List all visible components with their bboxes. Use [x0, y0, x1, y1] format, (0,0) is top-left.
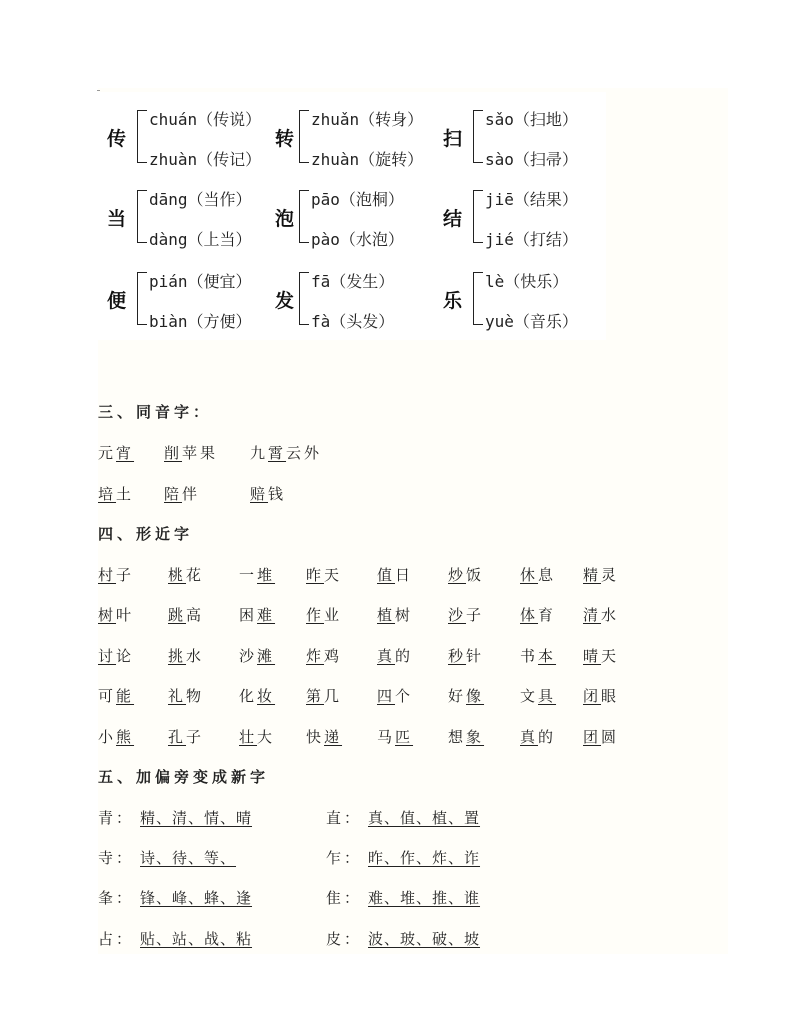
pinyin-line: [485, 106, 578, 134]
plain-char: 困: [239, 606, 258, 624]
plain-char: 个: [395, 687, 414, 705]
bracket-icon: [299, 190, 309, 243]
word-item: [168, 564, 204, 585]
plain-char: 天: [324, 566, 343, 584]
plain-char: 天: [601, 647, 620, 665]
word-item: [583, 685, 619, 706]
polyphone-group: [107, 100, 267, 180]
radical-answer: 真、值、植、置: [368, 809, 481, 827]
underlined-char: 削: [164, 444, 183, 462]
plain-char: 一: [239, 566, 258, 584]
word-item: [448, 564, 484, 585]
radical-row: [98, 887, 658, 911]
pinyin-text: pián: [149, 272, 188, 291]
example-word: （扫地）: [513, 110, 578, 129]
pinyin-text: pāo: [311, 190, 340, 209]
plain-char: 伴: [182, 485, 201, 503]
pinyin-line: [485, 146, 578, 174]
plain-char: 业: [324, 606, 343, 624]
example-word: （结果）: [513, 190, 578, 209]
word-item: [250, 483, 286, 504]
radical-key: 占：: [98, 930, 135, 948]
pinyin-line: [149, 186, 252, 214]
underlined-char: 炒: [448, 566, 467, 584]
pinyin-text: fà: [311, 312, 331, 331]
plain-char: 眼: [601, 687, 620, 705]
underlined-char: 晴: [583, 647, 602, 665]
word-item: [168, 645, 204, 666]
example-word: （快乐）: [504, 272, 569, 291]
pinyin-text: lè: [485, 272, 505, 291]
plain-char: 钱: [268, 485, 287, 503]
plain-char: 高: [186, 606, 205, 624]
underlined-char: 本: [538, 647, 557, 665]
polyphone-char: 结: [443, 208, 463, 230]
word-item: [377, 726, 413, 747]
radical-row: [98, 928, 658, 952]
pinyin-line: [311, 186, 404, 214]
word-item: [583, 604, 619, 625]
plain-char: 元: [98, 444, 117, 462]
pinyin-text: sào: [485, 150, 514, 169]
underlined-char: 堆: [257, 566, 276, 584]
pinyin-line: [485, 308, 578, 336]
underlined-char: 孔: [168, 728, 187, 746]
pinyin-text: jiē: [485, 190, 514, 209]
bracket-icon: [473, 190, 483, 243]
underlined-char: 宵: [116, 444, 135, 462]
plain-char: 水: [601, 606, 620, 624]
polyphone-char: 转: [275, 128, 295, 150]
word-row: [98, 685, 658, 709]
word-item: [520, 645, 556, 666]
underlined-char: 真: [520, 728, 539, 746]
plain-char: 大: [257, 728, 276, 746]
word-item: [98, 564, 134, 585]
plain-char: 物: [186, 687, 205, 705]
word-item: [239, 564, 275, 585]
plain-char: 子: [466, 606, 485, 624]
polyphone-group: [107, 262, 267, 342]
radical-answer: 波、玻、破、坡: [368, 930, 481, 948]
word-item: [250, 442, 322, 463]
underlined-char: 闭: [583, 687, 602, 705]
word-item: [306, 564, 342, 585]
word-item: [448, 726, 484, 747]
polyphone-group: [275, 180, 435, 260]
underlined-char: 昨: [306, 566, 325, 584]
pinyin-text: zhuǎn: [311, 110, 360, 129]
word-item: [306, 604, 342, 625]
plain-char: 苹果: [182, 444, 219, 462]
underlined-char: 具: [538, 687, 557, 705]
section-4-title: 四、形近字: [98, 525, 194, 543]
word-item: [520, 604, 556, 625]
underlined-char: 象: [466, 728, 485, 746]
underlined-char: 村: [98, 566, 117, 584]
example-word: （音乐）: [513, 312, 578, 331]
pinyin-text: jié: [485, 230, 514, 249]
underlined-char: 霄: [268, 444, 287, 462]
word-item: [583, 645, 619, 666]
word-item: [239, 685, 275, 706]
underlined-char: 沙: [448, 606, 467, 624]
section-5-title: 五、加偏旁变成新字: [98, 768, 270, 786]
word-row: [98, 726, 658, 750]
underlined-char: 讨: [98, 647, 117, 665]
underlined-char: 炸: [306, 647, 325, 665]
pinyin-text: fā: [311, 272, 331, 291]
word-item: [98, 645, 134, 666]
pinyin-text: dāng: [149, 190, 188, 209]
bracket-icon: [473, 110, 483, 163]
underlined-char: 赔: [250, 485, 269, 503]
word-item: [583, 726, 619, 747]
polyphone-group: [443, 262, 603, 342]
pinyin-line: [311, 308, 394, 336]
bracket-icon: [299, 110, 309, 163]
plain-char: 好: [448, 687, 467, 705]
plain-char: 子: [116, 566, 135, 584]
word-item: [164, 483, 200, 504]
example-word: （上当）: [187, 230, 252, 249]
plain-char: 鸡: [324, 647, 343, 665]
underlined-char: 培: [98, 485, 117, 503]
pinyin-text: chuán: [149, 110, 198, 129]
word-item: [164, 442, 218, 463]
word-item: [583, 564, 619, 585]
radical-key: 乍：: [326, 849, 363, 867]
plain-char: 化: [239, 687, 258, 705]
word-item: [98, 685, 134, 706]
radical-key: 皮：: [326, 930, 363, 948]
plain-char: 文: [520, 687, 539, 705]
underlined-char: 妆: [257, 687, 276, 705]
example-word: （水泡）: [339, 230, 404, 249]
polyphone-char: 扫: [443, 128, 463, 150]
plain-char: 九: [250, 444, 269, 462]
underlined-char: 作: [306, 606, 325, 624]
underlined-char: 团: [583, 728, 602, 746]
polyphone-char: 发: [275, 290, 295, 312]
pinyin-line: [149, 106, 261, 134]
polyphone-group: [275, 262, 435, 342]
polyphone-group: [107, 180, 267, 260]
word-item: [377, 645, 413, 666]
pinyin-line: [485, 268, 568, 296]
radical-key: 青：: [98, 809, 135, 827]
plain-char: 快: [306, 728, 325, 746]
radical-answer: 昨、作、炸、诈: [368, 849, 481, 867]
underlined-char: 桃: [168, 566, 187, 584]
word-item: [448, 604, 484, 625]
pinyin-line: [311, 106, 423, 134]
pinyin-text: zhuàn: [311, 150, 360, 169]
pinyin-line: [149, 308, 252, 336]
underlined-char: 清: [583, 606, 602, 624]
plain-char: 叶: [116, 606, 135, 624]
underlined-char: 壮: [239, 728, 258, 746]
pinyin-line: [485, 186, 578, 214]
underlined-char: 休: [520, 566, 539, 584]
radical-row: [98, 807, 658, 831]
underlined-char: 递: [324, 728, 343, 746]
underlined-char: 熊: [116, 728, 135, 746]
radical-key: 寺：: [98, 849, 135, 867]
bracket-icon: [137, 110, 147, 163]
underlined-char: 能: [116, 687, 135, 705]
underlined-char: 体: [520, 606, 539, 624]
word-item: [377, 604, 413, 625]
word-item: [168, 726, 204, 747]
underlined-char: 跳: [168, 606, 187, 624]
polyphone-char: 传: [107, 128, 127, 150]
example-word: （旋转）: [359, 150, 424, 169]
plain-char: 日: [395, 566, 414, 584]
pinyin-line: [149, 268, 252, 296]
pinyin-line: [311, 268, 394, 296]
corner-mark: [97, 90, 100, 91]
example-word: （传记）: [197, 150, 262, 169]
plain-char: 的: [538, 728, 557, 746]
word-item: [98, 483, 134, 504]
underlined-char: 真: [377, 647, 396, 665]
underlined-char: 第: [306, 687, 325, 705]
example-word: （便宜）: [187, 272, 252, 291]
word-item: [520, 564, 556, 585]
example-word: （当作）: [187, 190, 252, 209]
pinyin-line: [311, 226, 404, 254]
polyphone-char: 泡: [275, 208, 295, 230]
polyphone-char: 便: [107, 290, 127, 312]
bracket-icon: [137, 272, 147, 325]
word-item: [168, 604, 204, 625]
word-row: [98, 483, 658, 507]
word-item: [239, 604, 275, 625]
word-item: [98, 442, 134, 463]
bracket-icon: [299, 272, 309, 325]
polyphone-group: [443, 180, 603, 260]
plain-char: 几: [324, 687, 343, 705]
polyphone-char: 乐: [443, 290, 463, 312]
word-row: [98, 604, 658, 628]
bracket-icon: [137, 190, 147, 243]
word-item: [448, 685, 484, 706]
example-word: （头发）: [330, 312, 395, 331]
polyphone-group: [275, 100, 435, 180]
radical-key: 夆：: [98, 889, 135, 907]
word-item: [239, 645, 275, 666]
plain-char: 论: [116, 647, 135, 665]
underlined-char: 值: [377, 566, 396, 584]
example-word: （转身）: [359, 110, 424, 129]
example-word: （方便）: [187, 312, 252, 331]
polyphone-char: 当: [107, 208, 127, 230]
plain-char: 土: [116, 485, 135, 503]
plain-char: 花: [186, 566, 205, 584]
pinyin-line: [485, 226, 578, 254]
plain-char: 针: [466, 647, 485, 665]
pinyin-text: pào: [311, 230, 340, 249]
underlined-char: 礼: [168, 687, 187, 705]
plain-char: 沙: [239, 647, 258, 665]
example-word: （扫帚）: [513, 150, 578, 169]
word-item: [377, 685, 413, 706]
radical-key: 直：: [326, 809, 363, 827]
underlined-char: 陪: [164, 485, 183, 503]
underlined-char: 匹: [395, 728, 414, 746]
word-item: [168, 685, 204, 706]
plain-char: 饭: [466, 566, 485, 584]
plain-char: 圆: [601, 728, 620, 746]
pinyin-text: zhuàn: [149, 150, 198, 169]
word-item: [306, 726, 342, 747]
underlined-char: 滩: [257, 647, 276, 665]
radical-answer: 诗、待、等、: [140, 849, 237, 867]
plain-char: 子: [186, 728, 205, 746]
pinyin-text: sǎo: [485, 110, 514, 129]
example-word: （打结）: [513, 230, 578, 249]
word-item: [448, 645, 484, 666]
word-row: [98, 442, 658, 466]
word-item: [520, 685, 556, 706]
underlined-char: 精: [583, 566, 602, 584]
plain-char: 灵: [601, 566, 620, 584]
word-item: [306, 685, 342, 706]
radical-row: [98, 847, 658, 871]
example-word: （泡桐）: [339, 190, 404, 209]
radical-answer: 锋、峰、蜂、逢: [140, 889, 253, 907]
pinyin-line: [149, 146, 261, 174]
plain-char: 想: [448, 728, 467, 746]
bracket-icon: [473, 272, 483, 325]
radical-answer: 贴、站、战、粘: [140, 930, 253, 948]
plain-char: 云外: [286, 444, 323, 462]
word-item: [520, 726, 556, 747]
underlined-char: 四: [377, 687, 396, 705]
word-item: [306, 645, 342, 666]
plain-char: 水: [186, 647, 205, 665]
polyphone-group: [443, 100, 603, 180]
plain-char: 息: [538, 566, 557, 584]
radical-answer: 精、清、情、晴: [140, 809, 253, 827]
word-row: [98, 645, 658, 669]
word-row: [98, 564, 658, 588]
underlined-char: 秒: [448, 647, 467, 665]
word-item: [377, 564, 413, 585]
underlined-char: 难: [257, 606, 276, 624]
plain-char: 马: [377, 728, 396, 746]
word-item: [239, 726, 275, 747]
plain-char: 可: [98, 687, 117, 705]
word-item: [98, 604, 134, 625]
radical-answer: 难、堆、推、谁: [368, 889, 481, 907]
underlined-char: 像: [466, 687, 485, 705]
example-word: （发生）: [330, 272, 395, 291]
section-3-title: 三、同音字：: [98, 403, 213, 421]
pinyin-text: yuè: [485, 312, 514, 331]
plain-char: 的: [395, 647, 414, 665]
pinyin-text: biàn: [149, 312, 188, 331]
word-item: [98, 726, 134, 747]
plain-char: 树: [395, 606, 414, 624]
example-word: （传说）: [197, 110, 262, 129]
radical-key: 隹：: [326, 889, 363, 907]
underlined-char: 植: [377, 606, 396, 624]
pinyin-text: dàng: [149, 230, 188, 249]
plain-char: 书: [520, 647, 539, 665]
pinyin-line: [311, 146, 423, 174]
plain-char: 育: [538, 606, 557, 624]
pinyin-line: [149, 226, 252, 254]
underlined-char: 树: [98, 606, 117, 624]
underlined-char: 挑: [168, 647, 187, 665]
plain-char: 小: [98, 728, 117, 746]
